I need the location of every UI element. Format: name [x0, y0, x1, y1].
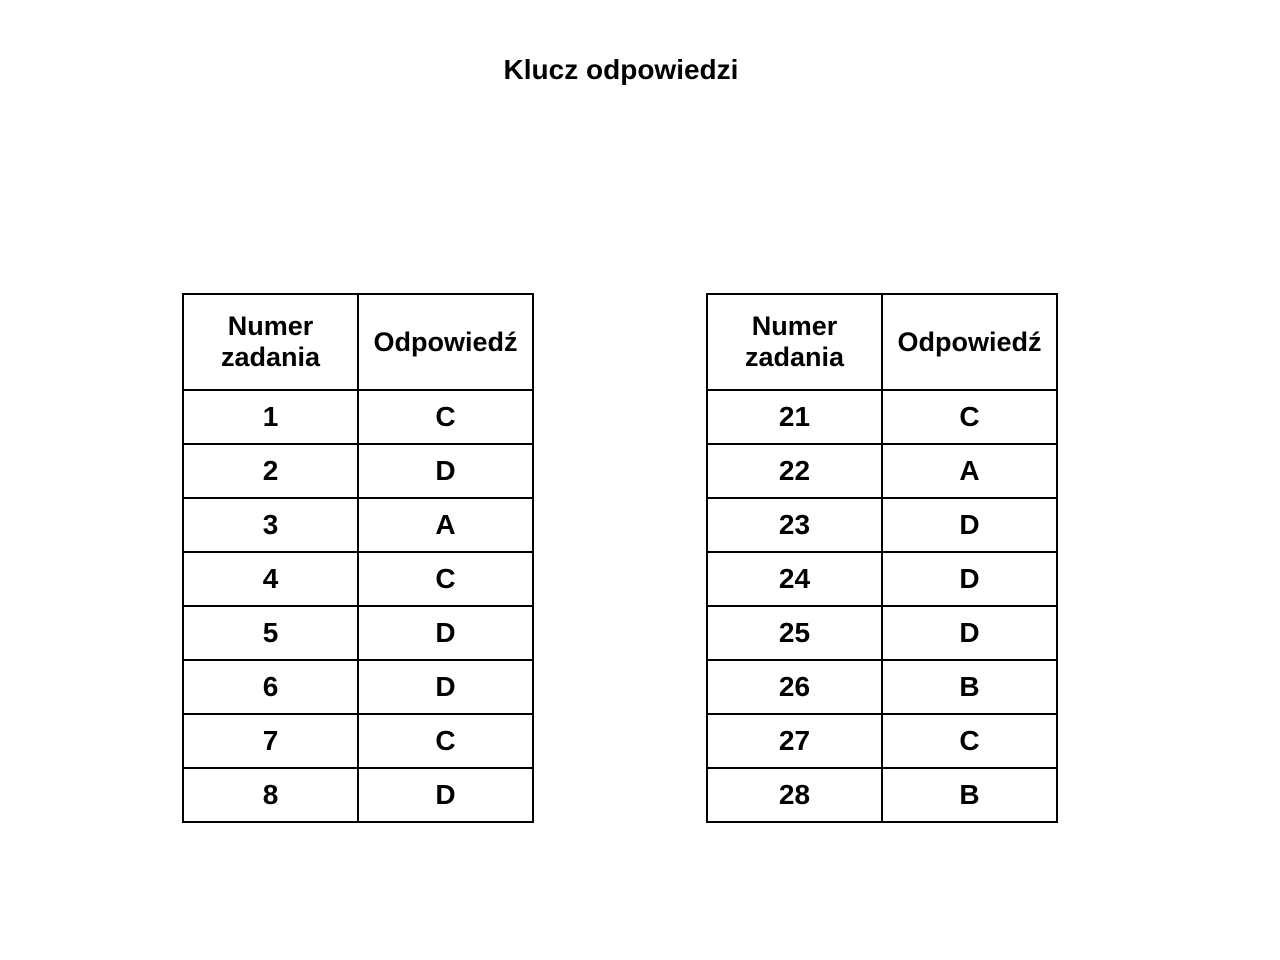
- task-number-cell: 5: [183, 606, 358, 660]
- table-row: [707, 390, 1057, 444]
- answer-cell: A: [358, 498, 533, 552]
- answer-table-left: [182, 293, 534, 823]
- table-row: [183, 552, 533, 606]
- table-row: [707, 606, 1057, 660]
- task-number-cell: 25: [707, 606, 882, 660]
- table-header-row: [183, 294, 533, 390]
- answer-cell: C: [358, 390, 533, 444]
- column-header-task-number-line2: zadania: [220, 342, 321, 372]
- answer-cell: D: [358, 444, 533, 498]
- task-number-cell: 26: [707, 660, 882, 714]
- table-row: [183, 444, 533, 498]
- table-row: [707, 444, 1057, 498]
- task-number-cell: 22: [707, 444, 882, 498]
- column-header-task-number-line1: Numer: [751, 311, 838, 341]
- table-header-row: [707, 294, 1057, 390]
- answer-cell: C: [358, 714, 533, 768]
- column-header-task-number-line2: zadania: [744, 342, 845, 372]
- task-number-cell: 3: [183, 498, 358, 552]
- page-title: Klucz odpowiedzi: [503, 54, 739, 85]
- answer-cell: D: [882, 498, 1057, 552]
- answer-cell: C: [358, 552, 533, 606]
- table-row: [183, 660, 533, 714]
- answer-table-right: [706, 293, 1058, 823]
- table-row: [183, 714, 533, 768]
- task-number-cell: 23: [707, 498, 882, 552]
- task-number-cell: 4: [183, 552, 358, 606]
- task-number-cell: 7: [183, 714, 358, 768]
- answer-cell: D: [882, 606, 1057, 660]
- answer-cell: D: [358, 768, 533, 822]
- table-row: [183, 498, 533, 552]
- answer-cell: B: [882, 660, 1057, 714]
- answer-cell: C: [882, 390, 1057, 444]
- task-number-cell: 8: [183, 768, 358, 822]
- table-row: [183, 390, 533, 444]
- task-number-cell: 24: [707, 552, 882, 606]
- task-number-cell: 1: [183, 390, 358, 444]
- table-row: [707, 660, 1057, 714]
- task-number-cell: 2: [183, 444, 358, 498]
- table-row: [707, 498, 1057, 552]
- table-row: [707, 552, 1057, 606]
- task-number-cell: 28: [707, 768, 882, 822]
- table-row: [183, 768, 533, 822]
- answer-cell: A: [882, 444, 1057, 498]
- column-header-task-number: [707, 294, 882, 390]
- answer-cell: D: [358, 606, 533, 660]
- answer-cell: B: [882, 768, 1057, 822]
- task-number-cell: 21: [707, 390, 882, 444]
- column-header-task-number-line1: Numer: [227, 311, 314, 341]
- column-header-answer: Odpowiedź: [882, 294, 1057, 390]
- answer-cell: C: [882, 714, 1057, 768]
- table-row: [183, 606, 533, 660]
- task-number-cell: 27: [707, 714, 882, 768]
- answer-cell: D: [358, 660, 533, 714]
- column-header-task-number: [183, 294, 358, 390]
- task-number-cell: 6: [183, 660, 358, 714]
- table-row: [707, 714, 1057, 768]
- column-header-answer: Odpowiedź: [358, 294, 533, 390]
- table-row: [707, 768, 1057, 822]
- answer-cell: D: [882, 552, 1057, 606]
